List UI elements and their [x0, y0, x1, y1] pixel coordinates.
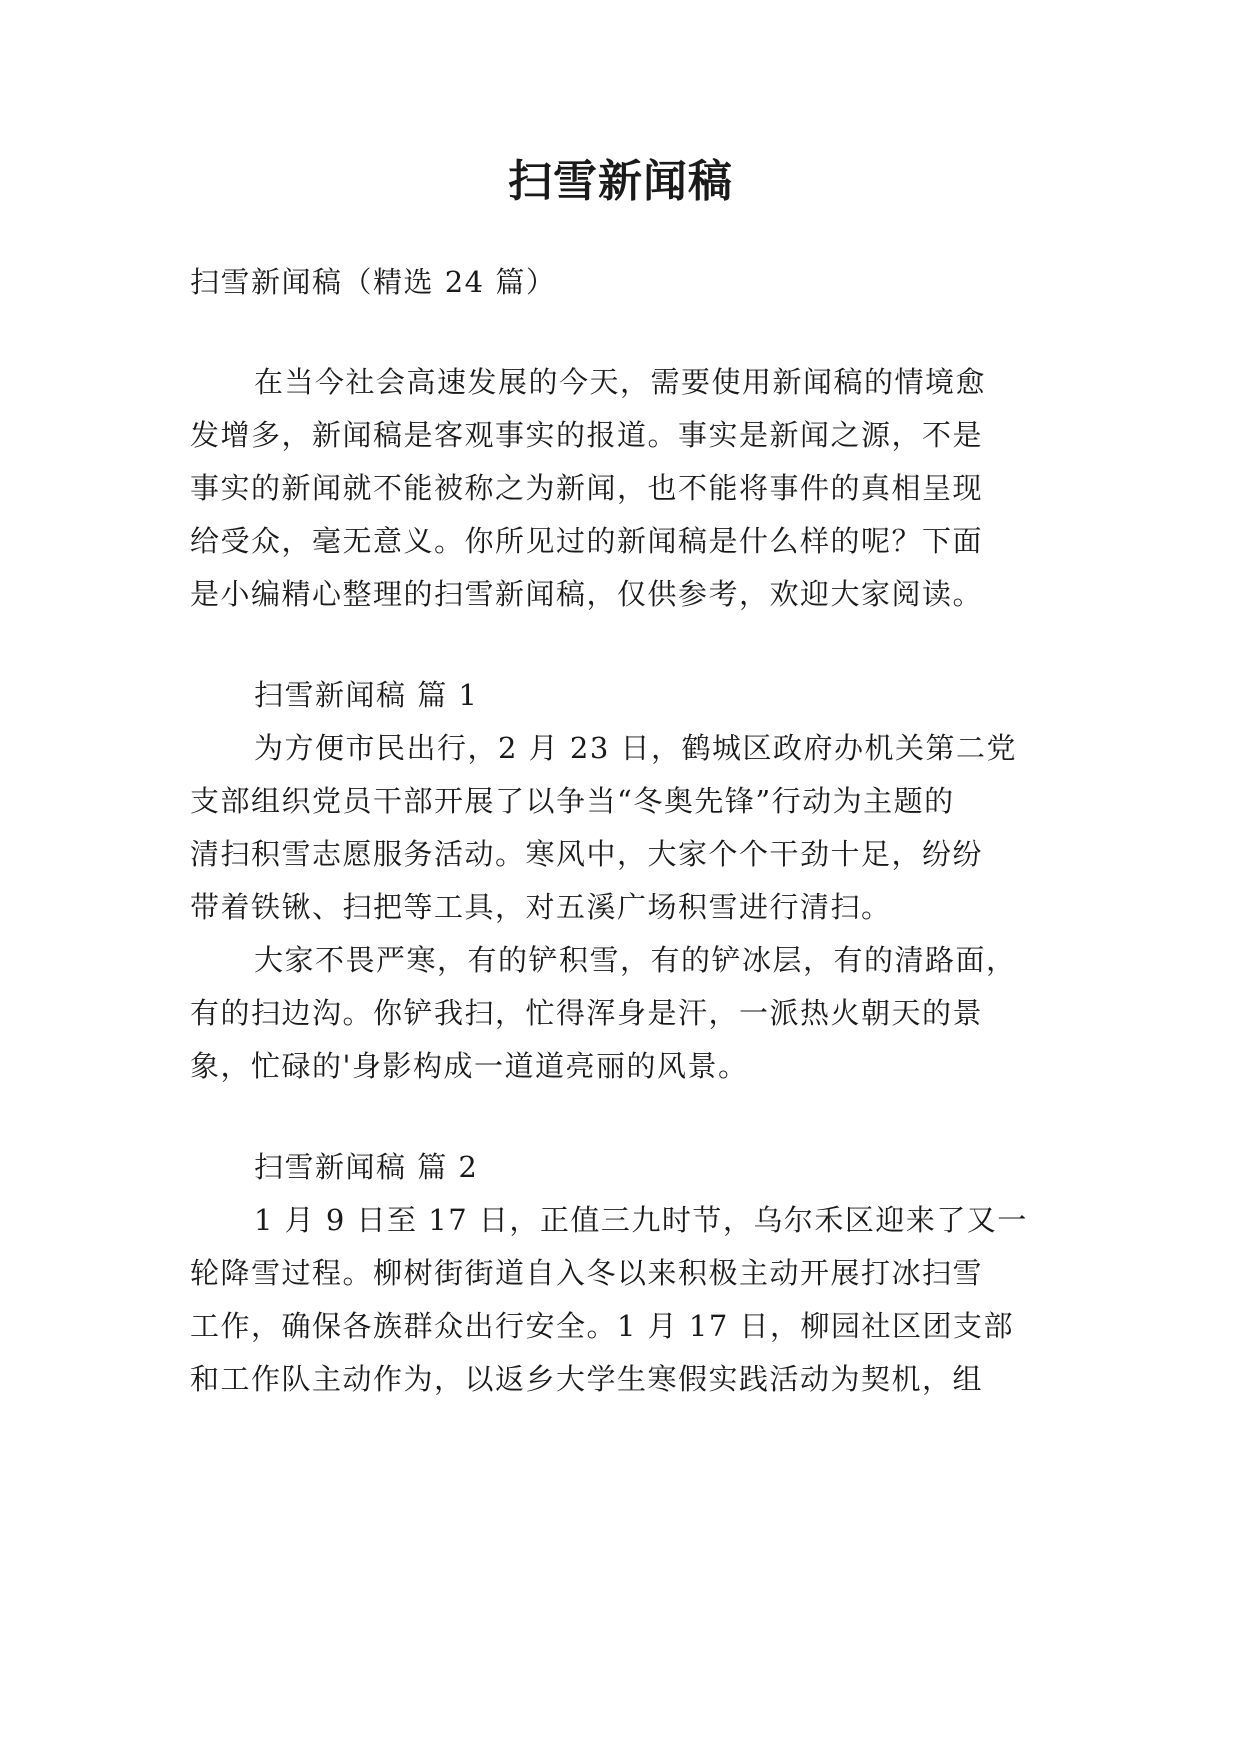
section1-line: 清扫积雪志愿服务活动。寒风中，大家个个干劲十足，纷纷	[190, 837, 984, 871]
document-title: 扫雪新闻稿	[508, 156, 733, 207]
section2-line: 和工作队主动作为，以返乡大学生寒假实践活动为契机，组	[190, 1362, 984, 1396]
section2-line: 1 月 9 日至 17 日，正值三九时节，乌尔禾区迎来了又一	[254, 1203, 1028, 1237]
section1-line: 大家不畏严寒，有的铲积雪，有的铲冰层，有的清路面，	[254, 943, 1017, 977]
section2-line: 工作，确保各族群众出行安全。1 月 17 日，柳园社区团支部	[190, 1309, 1015, 1343]
section2-line: 轮降雪过程。柳树街街道自入冬以来积极主动开展打冰扫雪	[190, 1256, 984, 1290]
section-heading: 扫雪新闻稿 篇 2	[254, 1150, 479, 1184]
section1-line: 有的扫边沟。你铲我扫，忙得浑身是汗，一派热火朝天的景	[190, 996, 984, 1030]
section1-line: 象，忙碌的'身影构成一道道亮丽的风景。	[190, 1049, 749, 1083]
document-subtitle: 扫雪新闻稿（精选 24 篇）	[190, 265, 557, 299]
section1-line: 带着铁锹、扫把等工具，对五溪广场积雪进行清扫。	[190, 890, 892, 924]
section1-line: 为方便市民出行，2 月 23 日，鹤城区政府办机关第二党	[254, 731, 1018, 765]
intro-line: 事实的新闻就不能被称之为新闻，也不能将事件的真相呈现	[190, 471, 984, 505]
intro-line: 发增多，新闻稿是客观事实的报道。事实是新闻之源，不是	[190, 418, 984, 452]
intro-line: 在当今社会高速发展的今天，需要使用新闻稿的情境愈	[254, 365, 987, 399]
intro-line: 给受众，毫无意义。你所见过的新闻稿是什么样的呢？下面	[190, 524, 984, 558]
section1-line: 支部组织党员干部开展了以争当“冬奥先锋”行动为主题的	[190, 784, 955, 818]
intro-line: 是小编精心整理的扫雪新闻稿，仅供参考，欢迎大家阅读。	[190, 577, 984, 611]
section-heading: 扫雪新闻稿 篇 1	[254, 678, 479, 712]
